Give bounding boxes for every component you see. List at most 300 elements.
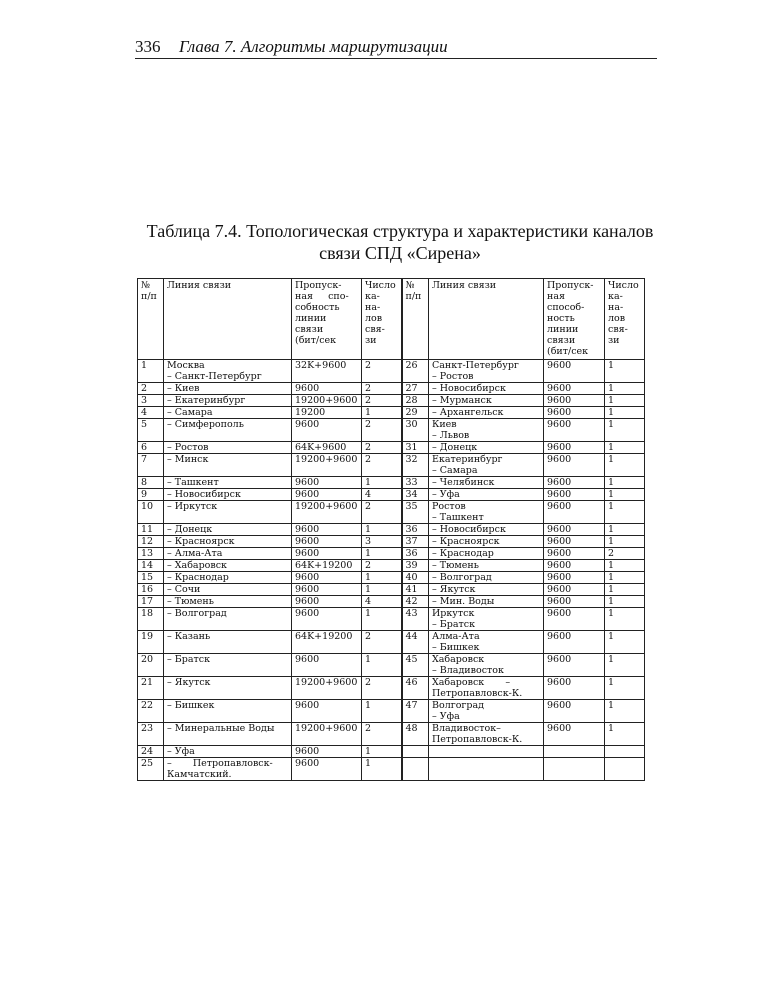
cell-capacity xyxy=(544,419,605,442)
table-row xyxy=(138,608,645,631)
cell-text: 1 xyxy=(365,746,372,757)
cell-text: 2 xyxy=(141,383,148,394)
cell-line xyxy=(164,524,292,536)
cell-line xyxy=(429,407,544,419)
cell-text: – Новосибирск xyxy=(432,524,506,535)
table-row xyxy=(138,548,645,560)
cell-text: 9600 xyxy=(547,654,572,665)
cell-line xyxy=(429,654,544,677)
cell-capacity xyxy=(292,608,362,631)
cell-text: 9600 xyxy=(547,360,572,371)
cell-text: 2 xyxy=(365,631,372,642)
table-row xyxy=(138,524,645,536)
cell-capacity xyxy=(292,419,362,442)
cell-text: 26 xyxy=(405,360,418,371)
cell-text: 9600 xyxy=(295,548,320,559)
cell-text: 1 xyxy=(608,383,615,394)
cell-text: 1 xyxy=(365,758,372,769)
cell-capacity xyxy=(544,584,605,596)
cell-line xyxy=(429,360,544,383)
cell-text: 9600 xyxy=(547,383,572,394)
cell-text: – Минеральные Воды xyxy=(167,723,275,734)
table-row xyxy=(138,454,645,477)
cell-channels xyxy=(362,584,402,596)
cell-row-number xyxy=(402,489,429,501)
cell-text: – Тюмень xyxy=(432,560,479,571)
cell-text: 9600 xyxy=(547,608,572,619)
cell-text: 46 xyxy=(405,677,418,688)
cell-capacity xyxy=(292,489,362,501)
cell-text: 9600 xyxy=(295,596,320,607)
table-row xyxy=(138,560,645,572)
cell-row-number xyxy=(138,477,164,489)
cell-row-number xyxy=(402,654,429,677)
header-row-number xyxy=(402,279,429,360)
cell-capacity xyxy=(544,524,605,536)
cell-row-number xyxy=(402,477,429,489)
cell-text: 11 xyxy=(141,524,154,535)
cell-text: 9600 xyxy=(295,536,320,547)
cell-row-number xyxy=(138,700,164,723)
cell-text: 29 xyxy=(405,407,418,418)
cell-text: 1 xyxy=(365,572,372,583)
table-row xyxy=(138,395,645,407)
cell-text: Пропуск- xyxy=(295,280,342,291)
cell-capacity xyxy=(544,395,605,407)
cell-row-number xyxy=(138,407,164,419)
cell-line xyxy=(429,548,544,560)
table-row xyxy=(138,758,645,781)
cell-channels xyxy=(362,454,402,477)
cell-text: 13 xyxy=(141,548,154,559)
cell-text: Петропавловск-К. xyxy=(432,734,523,745)
cell-channels xyxy=(362,442,402,454)
cell-capacity xyxy=(544,700,605,723)
cell-text: – Краснодар xyxy=(167,572,229,583)
cell-channels xyxy=(605,419,645,442)
cell-text: 2 xyxy=(365,560,372,571)
cell-text: 41 xyxy=(405,584,418,595)
cell-row-number xyxy=(138,746,164,758)
cell-channels xyxy=(362,548,402,560)
cell-line xyxy=(429,723,544,746)
cell-capacity xyxy=(292,584,362,596)
cell-text: 42 xyxy=(405,596,418,607)
cell-text: 1 xyxy=(608,360,615,371)
cell-capacity xyxy=(292,360,362,383)
header-channels xyxy=(362,279,402,360)
table-row xyxy=(138,746,645,758)
cell-text: 1 xyxy=(608,596,615,607)
cell-channels xyxy=(362,572,402,584)
cell-row-number xyxy=(402,524,429,536)
cell-text: 1 xyxy=(608,395,615,406)
cell-row-number xyxy=(402,631,429,654)
cell-channels xyxy=(605,360,645,383)
cell-capacity xyxy=(544,596,605,608)
cell-text: 9600 xyxy=(547,631,572,642)
cell-row-number xyxy=(138,596,164,608)
cell-text: – Ростов xyxy=(167,442,209,453)
table-row xyxy=(138,700,645,723)
cell-capacity xyxy=(544,631,605,654)
header-channels xyxy=(605,279,645,360)
cell-text: 2 xyxy=(608,548,615,559)
cell-channels xyxy=(362,536,402,548)
cell-text: 47 xyxy=(405,700,418,711)
cell-text: 9600 xyxy=(295,584,320,595)
cell-text: 1 xyxy=(365,608,372,619)
cell-text: ка- xyxy=(365,291,380,302)
cell-line xyxy=(164,360,292,383)
cell-capacity xyxy=(292,560,362,572)
cell-channels xyxy=(362,560,402,572)
cell-line xyxy=(429,501,544,524)
cell-line xyxy=(164,536,292,548)
cell-channels xyxy=(362,477,402,489)
cell-channels xyxy=(362,758,402,781)
cell-row-number xyxy=(402,501,429,524)
cell-row-number xyxy=(402,548,429,560)
cell-text: 8 xyxy=(141,477,148,488)
cell-line xyxy=(164,477,292,489)
cell-text: 43 xyxy=(405,608,418,619)
cell-text: 44 xyxy=(405,631,418,642)
cell-text: – Уфа xyxy=(432,711,460,722)
cell-text: – Братск xyxy=(432,619,476,630)
cell-capacity xyxy=(544,383,605,395)
cell-text: 3 xyxy=(365,536,372,547)
cell-channels xyxy=(605,677,645,700)
cell-text: (бит/сек xyxy=(295,335,337,346)
cell-text: 19200+9600 xyxy=(295,395,358,406)
cell-text: 1 xyxy=(608,442,615,453)
cell-line xyxy=(164,419,292,442)
cell-text: 9600 xyxy=(295,608,320,619)
cell-text: зи xyxy=(365,335,377,346)
cell-text: 1 xyxy=(365,700,372,711)
cell-channels xyxy=(362,407,402,419)
cell-text: 32 xyxy=(405,454,418,465)
cell-channels xyxy=(362,524,402,536)
cell-text: 9600 xyxy=(547,548,572,559)
cell-channels xyxy=(362,360,402,383)
cell-text: 2 xyxy=(365,677,372,688)
cell-text: Алма-Ата xyxy=(432,631,480,642)
cell-capacity xyxy=(292,548,362,560)
cell-text: 64K+19200 xyxy=(295,631,353,642)
cell-line xyxy=(429,560,544,572)
cell-text: 25 xyxy=(141,758,154,769)
table-row xyxy=(138,536,645,548)
cell-text: Линия связи xyxy=(432,280,497,291)
cell-text: – Симферополь xyxy=(167,419,244,430)
cell-text: – Сочи xyxy=(167,584,201,595)
cell-line xyxy=(429,536,544,548)
cell-text: 4 xyxy=(141,407,148,418)
cell-text: 19200+9600 xyxy=(295,723,358,734)
cell-capacity xyxy=(292,536,362,548)
header-line xyxy=(429,279,544,360)
cell-capacity xyxy=(544,501,605,524)
cell-text: ность xyxy=(547,313,575,324)
cell-row-number xyxy=(402,407,429,419)
cell-text: 9600 xyxy=(547,489,572,500)
header-capacity xyxy=(292,279,362,360)
cell-text: 9600 xyxy=(295,654,320,665)
cell-row-number xyxy=(138,442,164,454)
cell-text: 9600 xyxy=(547,407,572,418)
cell-text: Петропавловск-К. xyxy=(432,688,523,699)
cell-capacity xyxy=(292,631,362,654)
cell-capacity xyxy=(292,654,362,677)
cell-row-number xyxy=(402,723,429,746)
channel-table xyxy=(137,278,645,781)
cell-text: 36 xyxy=(405,548,418,559)
cell-text: – Челябинск xyxy=(432,477,495,488)
cell-row-number xyxy=(402,596,429,608)
cell-channels xyxy=(605,454,645,477)
cell-text: связи xyxy=(547,335,576,346)
cell-text: Хабаровск – xyxy=(432,677,511,688)
cell-channels xyxy=(605,560,645,572)
cell-text: – Мурманск xyxy=(432,395,492,406)
cell-line xyxy=(164,572,292,584)
cell-line xyxy=(164,548,292,560)
cell-row-number xyxy=(402,677,429,700)
cell-text: 9600 xyxy=(547,700,572,711)
cell-text: линии xyxy=(547,324,579,335)
cell-text: 18 xyxy=(141,608,154,619)
cell-capacity xyxy=(544,548,605,560)
cell-text: 33 xyxy=(405,477,418,488)
chapter-title: Глава 7. Алгоритмы маршрутизации xyxy=(179,37,448,56)
cell-text: – Донецк xyxy=(432,442,478,453)
header-row-number xyxy=(138,279,164,360)
cell-channels xyxy=(362,383,402,395)
cell-capacity xyxy=(544,746,605,758)
cell-line xyxy=(429,572,544,584)
cell-capacity xyxy=(292,723,362,746)
cell-line xyxy=(429,758,544,781)
cell-text: – Волгоград xyxy=(167,608,227,619)
cell-line xyxy=(164,746,292,758)
cell-capacity xyxy=(544,489,605,501)
running-header xyxy=(135,36,657,59)
cell-text: 35 xyxy=(405,501,418,512)
cell-text: собность xyxy=(295,302,340,313)
cell-text: 9600 xyxy=(295,419,320,430)
cell-line xyxy=(164,584,292,596)
cell-text: 16 xyxy=(141,584,154,595)
cell-capacity xyxy=(544,536,605,548)
cell-text: 6 xyxy=(141,442,148,453)
cell-channels xyxy=(605,536,645,548)
cell-line xyxy=(429,584,544,596)
cell-text: 28 xyxy=(405,395,418,406)
cell-text: – Красноярск xyxy=(167,536,235,547)
cell-text: 9600 xyxy=(547,677,572,688)
cell-line xyxy=(164,383,292,395)
cell-capacity xyxy=(292,454,362,477)
cell-text: – Екатеринбург xyxy=(167,395,246,406)
cell-line xyxy=(164,596,292,608)
cell-text: Екатеринбург xyxy=(432,454,503,465)
cell-text: линии xyxy=(295,313,327,324)
cell-line xyxy=(429,596,544,608)
cell-text: лов xyxy=(365,313,383,324)
cell-line xyxy=(164,407,292,419)
cell-row-number xyxy=(402,584,429,596)
cell-text: 1 xyxy=(608,572,615,583)
cell-text: 14 xyxy=(141,560,154,571)
cell-text: 9600 xyxy=(295,524,320,535)
cell-text: 9600 xyxy=(547,596,572,607)
cell-row-number xyxy=(402,383,429,395)
cell-channels xyxy=(605,758,645,781)
cell-row-number xyxy=(138,654,164,677)
cell-line xyxy=(429,454,544,477)
cell-text: свя- xyxy=(608,324,628,335)
cell-text: 9600 xyxy=(547,536,572,547)
cell-row-number xyxy=(402,572,429,584)
cell-text: – Уфа xyxy=(432,489,460,500)
cell-capacity xyxy=(544,677,605,700)
cell-text: 30 xyxy=(405,419,418,430)
cell-row-number xyxy=(138,419,164,442)
cell-channels xyxy=(362,631,402,654)
cell-text: зи xyxy=(608,335,620,346)
cell-text: 1 xyxy=(608,654,615,665)
cell-text: 1 xyxy=(608,584,615,595)
cell-channels xyxy=(362,489,402,501)
cell-text: 2 xyxy=(365,395,372,406)
cell-text: на- xyxy=(365,302,381,313)
cell-capacity xyxy=(544,758,605,781)
cell-channels xyxy=(362,654,402,677)
cell-channels xyxy=(605,631,645,654)
table-row xyxy=(138,572,645,584)
cell-text: 19200+9600 xyxy=(295,677,358,688)
cell-text: ка- xyxy=(608,291,623,302)
cell-channels xyxy=(362,596,402,608)
cell-text: – Ташкент xyxy=(432,512,484,523)
cell-text: 39 xyxy=(405,560,418,571)
cell-text: – Тюмень xyxy=(167,596,214,607)
cell-text: – Владивосток xyxy=(432,665,504,676)
table-row xyxy=(138,631,645,654)
cell-capacity xyxy=(544,560,605,572)
cell-text: Волгоград xyxy=(432,700,485,711)
cell-text: 1 xyxy=(608,608,615,619)
cell-line xyxy=(429,383,544,395)
cell-capacity xyxy=(544,407,605,419)
cell-text: Линия связи xyxy=(167,280,232,291)
cell-line xyxy=(164,700,292,723)
cell-text: 9600 xyxy=(547,524,572,535)
table-row xyxy=(138,419,645,442)
cell-capacity xyxy=(292,524,362,536)
cell-line xyxy=(429,442,544,454)
cell-row-number xyxy=(138,560,164,572)
cell-text: 9600 xyxy=(547,584,572,595)
cell-text: 15 xyxy=(141,572,154,583)
cell-capacity xyxy=(544,608,605,631)
cell-text: 48 xyxy=(405,723,418,734)
cell-capacity xyxy=(544,654,605,677)
cell-text: 1 xyxy=(608,454,615,465)
cell-line xyxy=(164,677,292,700)
cell-channels xyxy=(605,746,645,758)
cell-text: 1 xyxy=(608,560,615,571)
cell-text: – Красноярск xyxy=(432,536,500,547)
cell-text: – Хабаровск xyxy=(167,560,227,571)
cell-line xyxy=(429,395,544,407)
cell-text: Иркутск xyxy=(432,608,475,619)
cell-text: Пропуск- xyxy=(547,280,594,291)
cell-capacity xyxy=(292,477,362,489)
cell-text: 2 xyxy=(365,442,372,453)
cell-text: – Волгоград xyxy=(432,572,492,583)
cell-channels xyxy=(362,608,402,631)
cell-row-number xyxy=(138,524,164,536)
table-body xyxy=(138,360,645,781)
cell-text: Хабаровск xyxy=(432,654,485,665)
cell-text: 21 xyxy=(141,677,154,688)
table-row xyxy=(138,723,645,746)
cell-row-number xyxy=(402,454,429,477)
cell-text: на- xyxy=(608,302,624,313)
cell-row-number xyxy=(402,608,429,631)
cell-row-number xyxy=(138,677,164,700)
table-row xyxy=(138,584,645,596)
cell-capacity xyxy=(544,454,605,477)
cell-channels xyxy=(605,572,645,584)
cell-capacity xyxy=(544,723,605,746)
cell-channels xyxy=(605,383,645,395)
cell-text: 19200+9600 xyxy=(295,501,358,512)
page-number: 336 xyxy=(135,37,161,56)
cell-text: – Бишкек xyxy=(167,700,215,711)
cell-text: 12 xyxy=(141,536,154,547)
cell-capacity xyxy=(544,360,605,383)
cell-text: 9600 xyxy=(547,501,572,512)
cell-capacity xyxy=(292,746,362,758)
cell-channels xyxy=(362,501,402,524)
cell-text: Москва xyxy=(167,360,205,371)
cell-text: 9600 xyxy=(295,758,320,769)
cell-text: 36 xyxy=(405,524,418,535)
cell-text: 17 xyxy=(141,596,154,607)
cell-line xyxy=(164,489,292,501)
cell-row-number xyxy=(402,395,429,407)
cell-text: (бит/сек xyxy=(547,346,589,357)
cell-text: 64K+19200 xyxy=(295,560,353,571)
cell-line xyxy=(429,631,544,654)
cell-text: 1 xyxy=(365,407,372,418)
cell-text: – Мин. Воды xyxy=(432,596,495,607)
cell-text: связи xyxy=(295,324,324,335)
table-row xyxy=(138,654,645,677)
cell-capacity xyxy=(544,442,605,454)
cell-text: 9600 xyxy=(295,746,320,757)
cell-row-number xyxy=(138,584,164,596)
cell-text: 23 xyxy=(141,723,154,734)
cell-text: 9600 xyxy=(547,454,572,465)
cell-line xyxy=(164,560,292,572)
cell-text: – Казань xyxy=(167,631,211,642)
cell-capacity xyxy=(292,700,362,723)
